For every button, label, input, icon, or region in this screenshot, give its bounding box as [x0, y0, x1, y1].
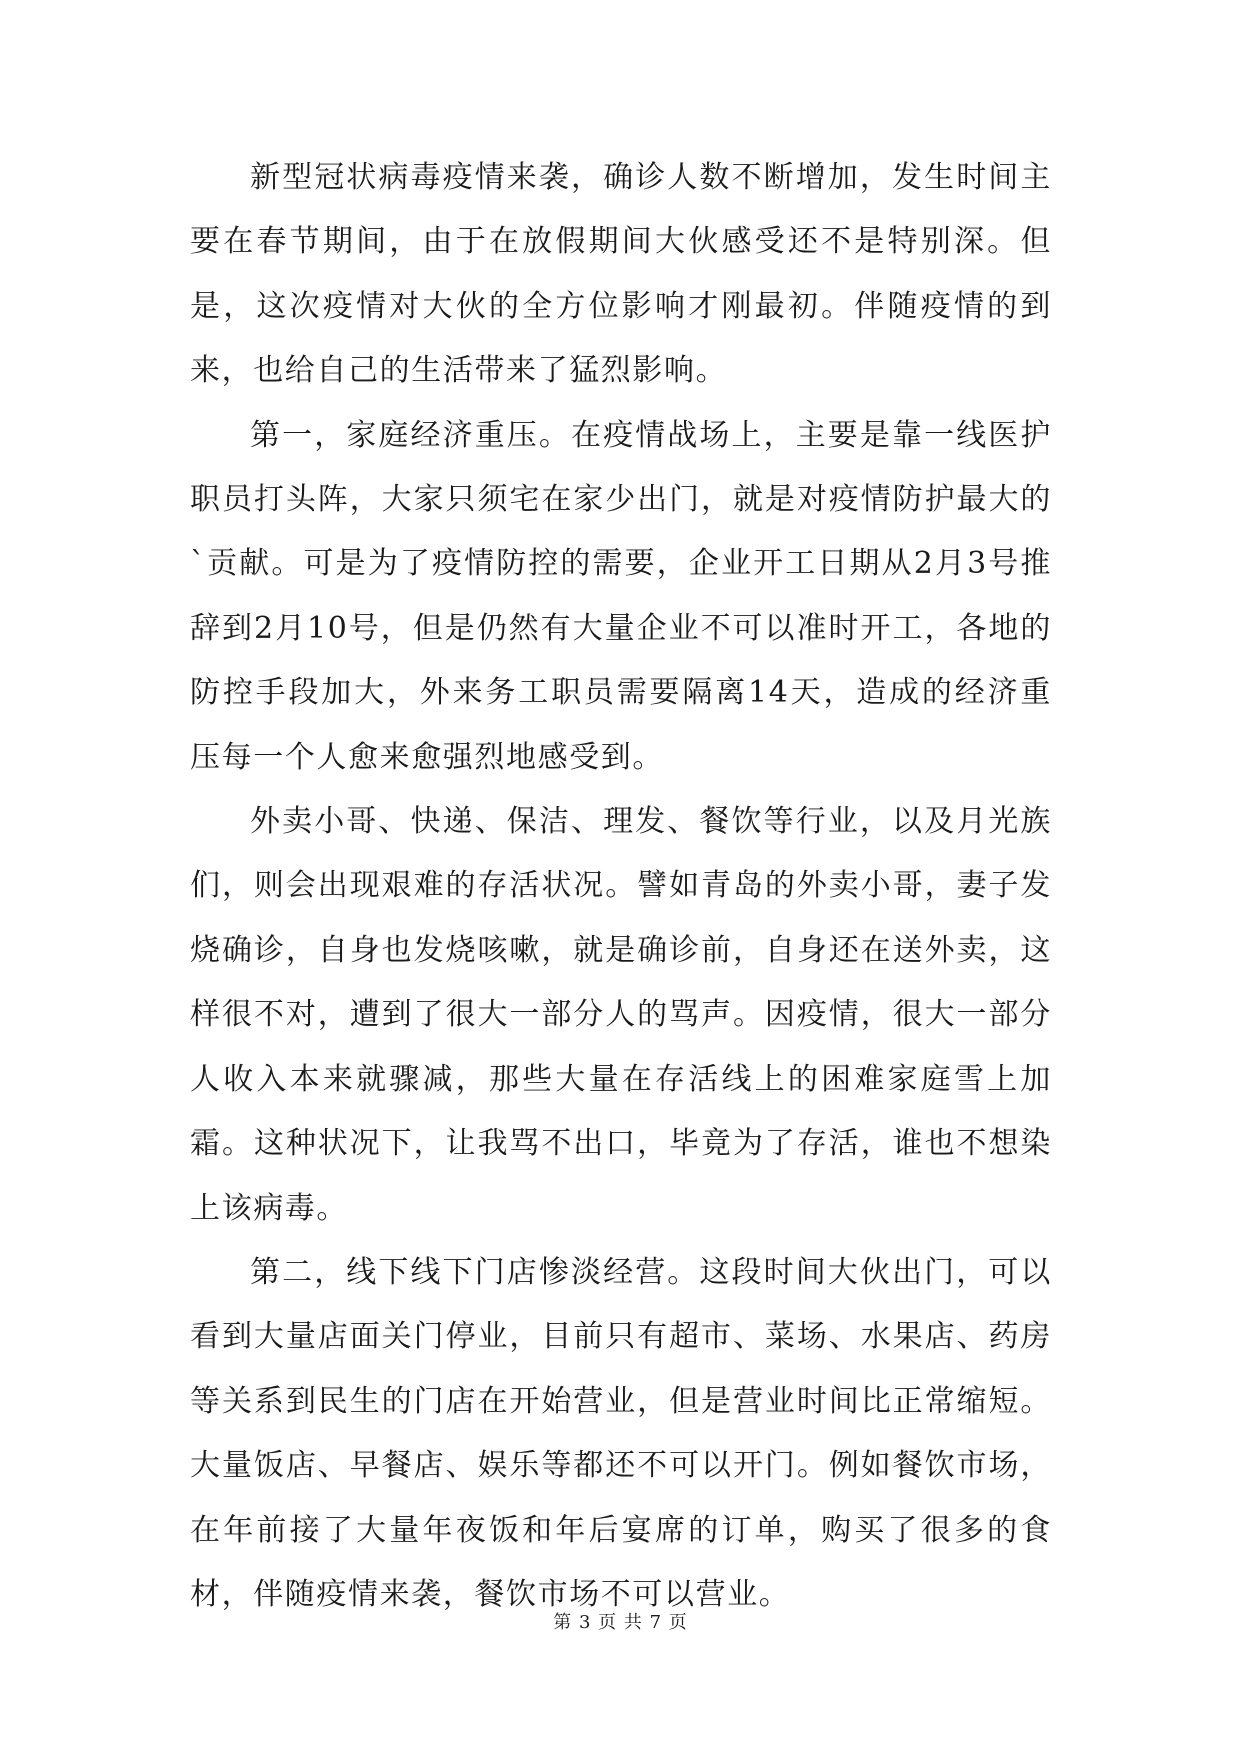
- document-body: [190, 146, 1052, 1627]
- paragraph: 第一，家庭经济重压。在疫情战场上，主要是靠一线医护职员打头阵，大家只须宅在家少出门，就是对疫情防护最大的`贡献。可是为了疫情防控的需要，企业开工日期从2月3号推辞到2月10号，但是仍然有大量企业不可以准时开工，各地的防控手段加大，外来务工职员需要隔离14天，造成的经济重压每一个人愈来愈强烈地感受到。: [190, 417, 1052, 775]
- paragraph: 外卖小哥、快递、保洁、理发、餐饮等行业，以及月光族们，则会出现艰难的存活状况。譬如青岛的外卖小哥，妻子发烧确诊，自身也发烧咳嗽，就是确诊前，自身还在送外卖，这样很不对，遭到了很大一部分人的骂声。因疫情，很大一部分人收入本来就骤减，那些大量在存活线上的困难家庭雪上加霜。这种状况下，让我骂不出口，毕竟为了存活，谁也不想染上该病毒。: [190, 804, 1052, 1226]
- paragraph: 新型冠状病毒疫情来袭，确诊人数不断增加，发生时间主要在春节期间，由于在放假期间大伙感受还不是特别深。但是，这次疫情对大伙的全方位影响才刚最初。伴随疫情的到来，也给自己的生活带来了猛烈影响。: [190, 160, 1052, 389]
- page-number-label: 第 3 页 共 7 页: [553, 1612, 688, 1633]
- paragraph: 第二，线下线下门店惨淡经营。这段时间大伙出门，可以看到大量店面关门停业，目前只有超市、菜场、水果店、药房等关系到民生的门店在开始营业，但是营业时间比正常缩短。大量饭店、早餐店、娱乐等都还不可以开门。例如餐饮市场，在年前接了大量年夜饭和年后宴席的订单，购买了很多的食材，伴随疫情来袭，餐饮市场不可以营业。: [190, 1254, 1052, 1612]
- page-footer: [0, 1608, 1241, 1634]
